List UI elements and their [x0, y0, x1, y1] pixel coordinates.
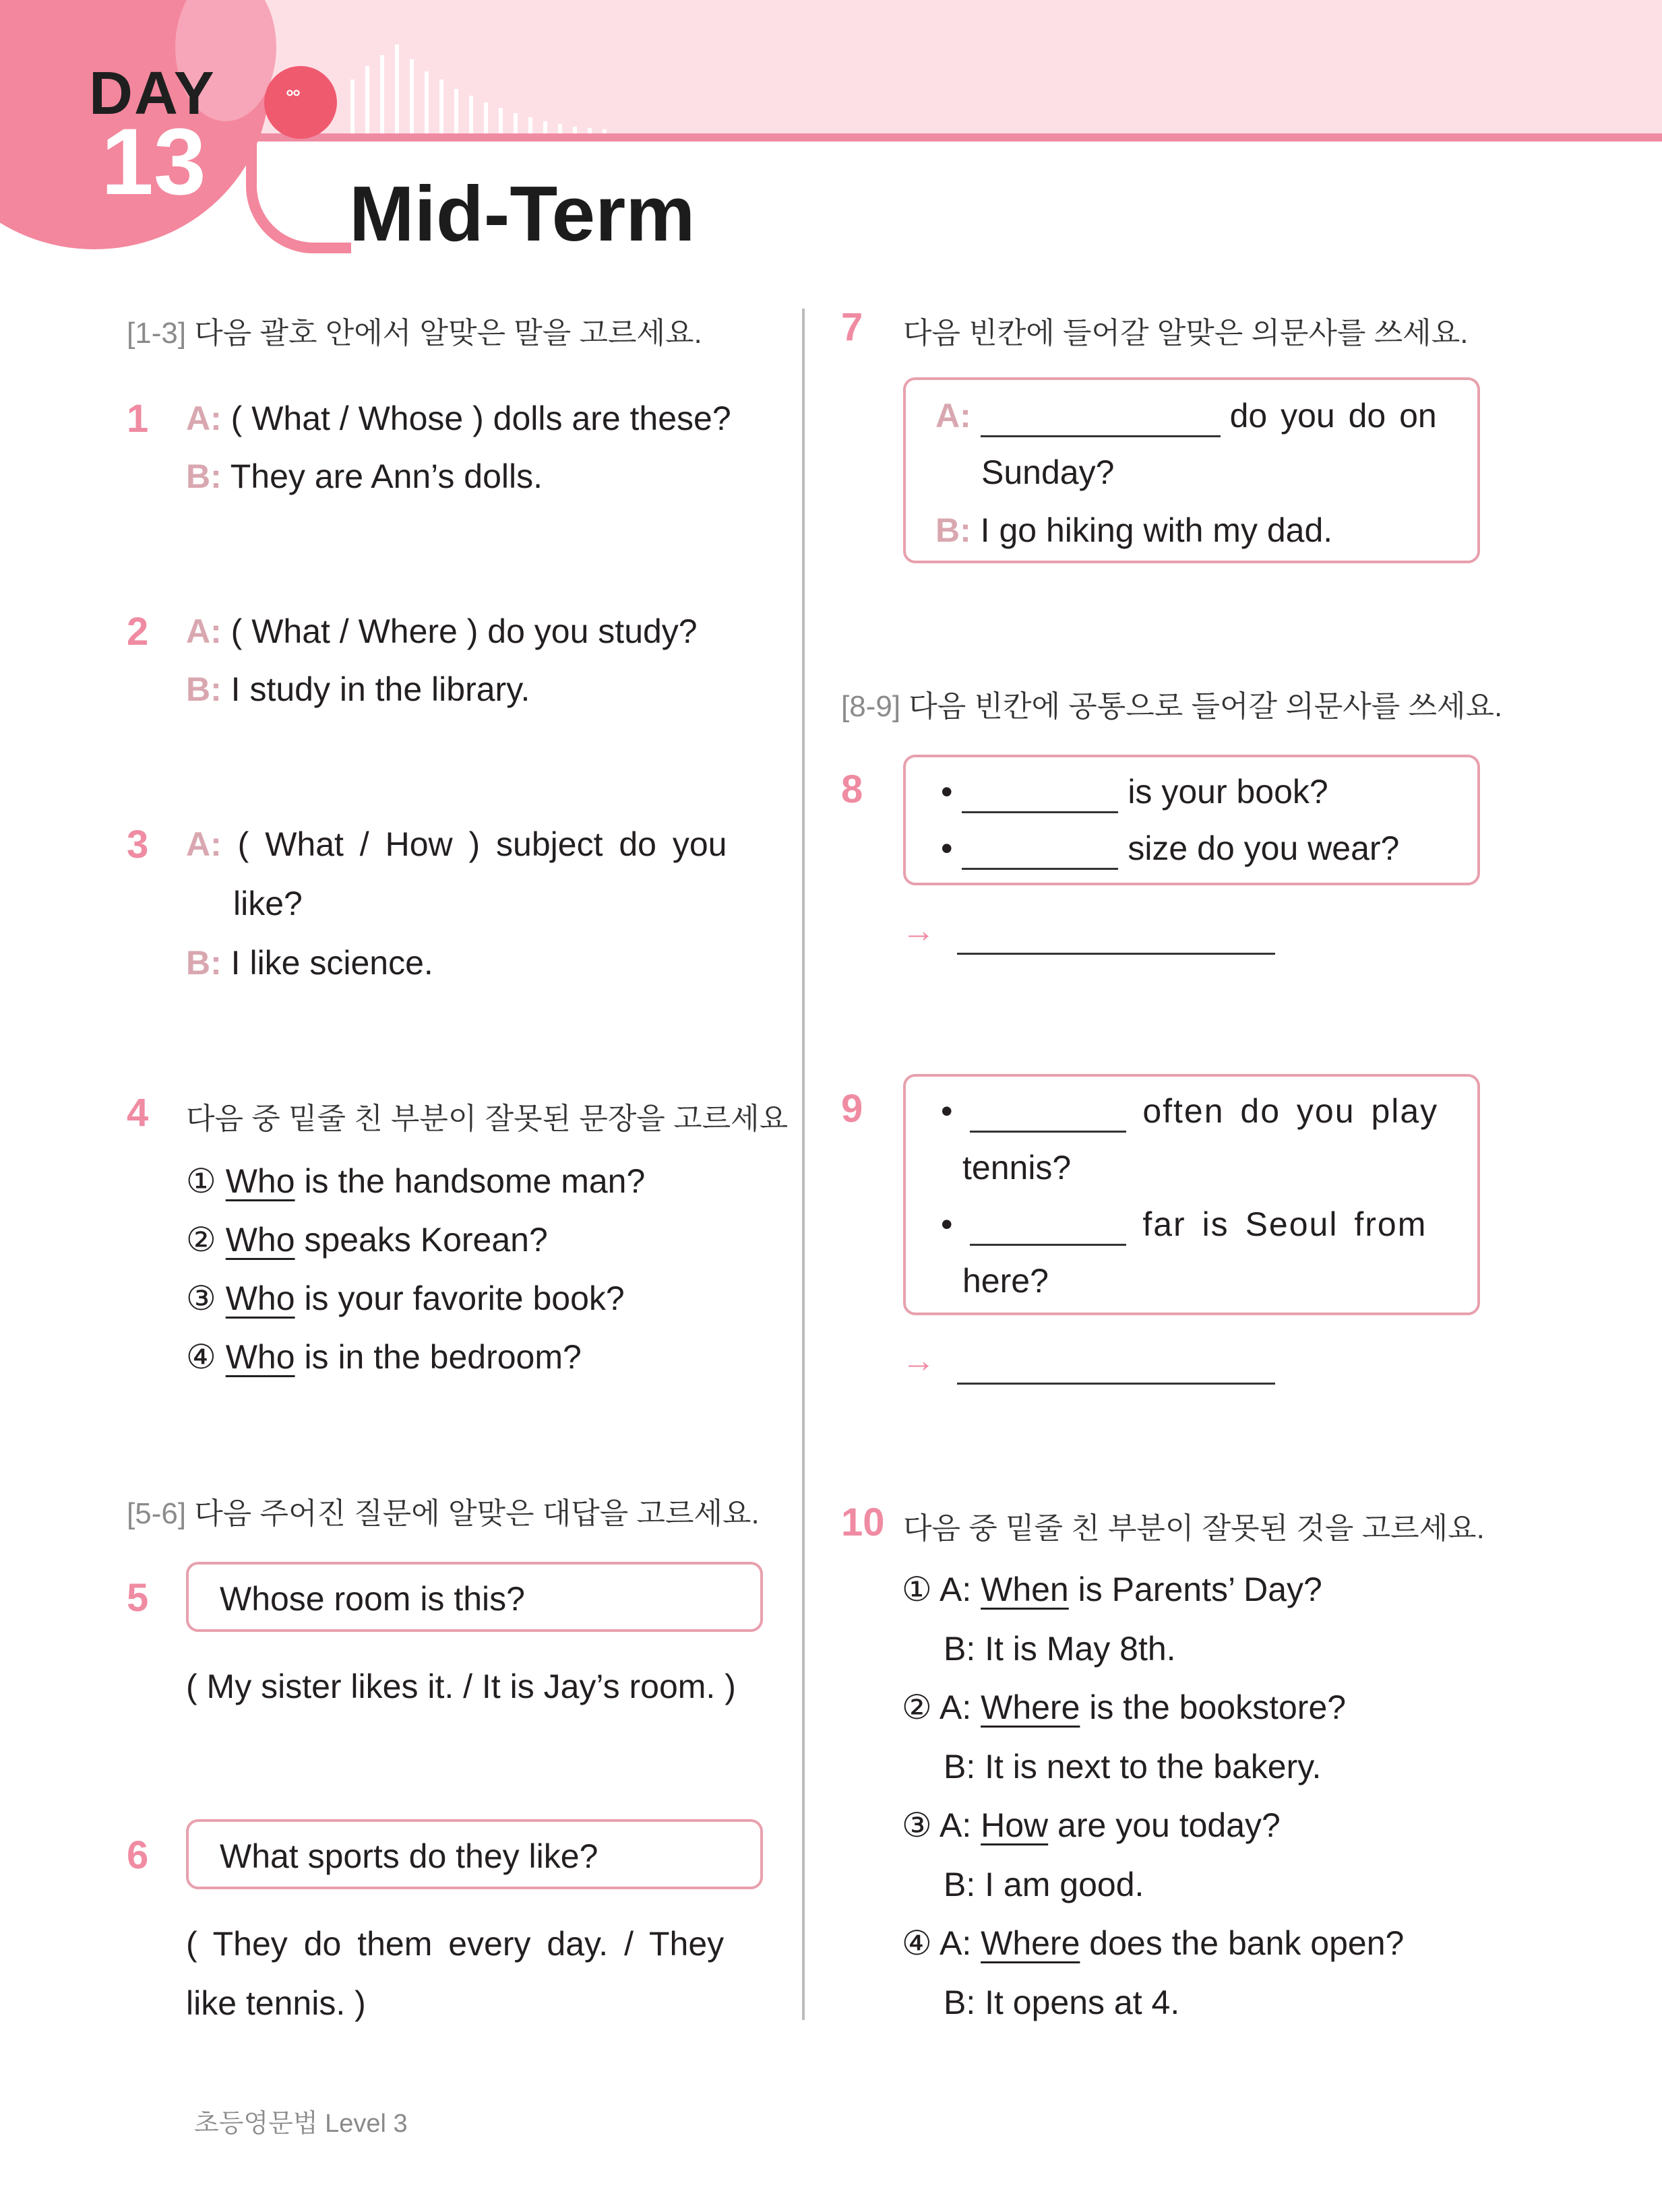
footer-book-title: 초등영문법 Level 3: [194, 2110, 408, 2138]
q1-a-text: ( What / Whose ) dolls are these?: [230, 400, 731, 437]
question-number-6: 6: [127, 1833, 149, 1877]
bullet: •: [941, 773, 953, 811]
section-instruction-5-6: [127, 1489, 760, 1532]
q9-line-2-cont: here?: [962, 1262, 1049, 1300]
q9-line-2-text: far is Seoul from: [1142, 1205, 1427, 1243]
underlined-word: Who: [225, 1162, 295, 1200]
speaker-label: B:: [186, 457, 222, 495]
q6-question: What sports do they like?: [220, 1837, 598, 1875]
q10-option-answer: B: I am good.: [944, 1866, 1144, 1903]
day-label: DAY: [89, 60, 216, 127]
mascot-icon: [264, 66, 337, 139]
q8-line-1-text: is your book?: [1128, 773, 1328, 811]
underlined-word: When: [981, 1571, 1069, 1608]
underlined-word: Who: [225, 1338, 295, 1376]
q4-option: [186, 1162, 645, 1201]
q10-option-answer: B: It opens at 4.: [944, 1984, 1180, 2021]
option-mark: ①: [902, 1571, 932, 1608]
option-text: is Parents’ Day?: [1068, 1571, 1322, 1608]
q10-option-answer: B: It is May 8th.: [944, 1630, 1176, 1668]
speaker-label: A:: [939, 1806, 972, 1844]
arrow-right-icon: →: [902, 1341, 935, 1379]
answer-blank[interactable]: [970, 1205, 1126, 1246]
option-text: is the bookstore?: [1080, 1688, 1347, 1726]
speaker-label: A:: [935, 397, 971, 435]
underlined-word: Where: [981, 1688, 1080, 1726]
q3-line-b: [186, 943, 433, 982]
q6-choices: ( They do them every day. / They: [186, 1925, 725, 1963]
question-number-2: 2: [127, 610, 149, 654]
question-number-4: 4: [127, 1091, 149, 1135]
bullet: •: [941, 1205, 954, 1243]
column-divider: [802, 309, 805, 2020]
q3-a-text: ( What / How ) subject do you: [237, 825, 727, 863]
q10-option: [902, 1570, 1322, 1609]
option-mark: ②: [902, 1688, 932, 1726]
q2-line-b: [186, 670, 530, 709]
q4-option: [186, 1337, 582, 1377]
answer-blank[interactable]: [981, 396, 1221, 437]
question-number-10: 10: [841, 1500, 885, 1544]
sound-bars-decoration: [350, 40, 660, 133]
q7-dialog-box: [903, 377, 1480, 563]
q9-line-1-text: often do you play: [1142, 1092, 1439, 1130]
option-text: are you today?: [1048, 1806, 1281, 1844]
day-number: 13: [101, 108, 206, 214]
underlined-word: Where: [981, 1924, 1080, 1962]
section-range: [1-3]: [127, 317, 187, 350]
speaker-label: A:: [939, 1571, 972, 1608]
option-text: is your favorite book?: [295, 1279, 625, 1317]
speaker-label: A:: [939, 1924, 972, 1962]
option-text: is in the bedroom?: [295, 1338, 582, 1376]
q4-instruction: 다음 중 밑줄 친 부분이 잘못된 문장을 고르세요: [186, 1102, 789, 1135]
answer-blank[interactable]: [962, 829, 1118, 870]
q7-instruction: 다음 빈칸에 들어갈 알맞은 의문사를 쓰세요.: [903, 317, 1469, 350]
option-mark: ②: [186, 1221, 216, 1259]
q5-question: Whose room is this?: [220, 1580, 525, 1618]
answer-blank[interactable]: [962, 772, 1118, 813]
underlined-word: Who: [225, 1221, 295, 1259]
q6-choices-cont: like tennis. ): [186, 1984, 366, 2022]
underlined-word: Who: [225, 1279, 295, 1317]
question-number-7: 7: [841, 305, 863, 349]
option-text: speaks Korean?: [295, 1221, 548, 1259]
q8-line-2: [941, 829, 1399, 870]
q3-b-text: I like science.: [230, 944, 433, 982]
q8-answer-line[interactable]: [957, 953, 1275, 955]
section-instruction-8-9: [841, 682, 1502, 725]
speaker-label: A:: [186, 612, 222, 650]
q4-option: [186, 1220, 548, 1259]
question-number-5: 5: [127, 1576, 149, 1620]
section-text: 다음 괄호 안에서 알맞은 말을 고르세요.: [194, 317, 702, 350]
q10-option-answer: B: It is next to the bakery.: [944, 1748, 1322, 1786]
section-text: 다음 주어진 질문에 알맞은 대답을 고르세요.: [194, 1497, 760, 1530]
header-rule: [243, 133, 1662, 141]
underlined-word: How: [981, 1806, 1049, 1844]
q6-question-box: [186, 1819, 763, 1889]
q7-a-text: do you do on: [1229, 397, 1437, 435]
option-text: is the handsome man?: [295, 1162, 646, 1200]
section-range: [5-6]: [127, 1497, 187, 1530]
q9-line-1: [941, 1092, 1438, 1133]
option-mark: ③: [186, 1279, 216, 1317]
speaker-label: B:: [186, 670, 222, 708]
mascot-eyes-icon: °°: [286, 86, 299, 108]
q7-line-a: [935, 396, 1437, 437]
q2-line-a: [186, 612, 698, 651]
q8-sentence-box: [903, 755, 1480, 885]
q5-choices: ( My sister likes it. / It is Jay’s room. ): [186, 1668, 736, 1705]
bullet: •: [941, 1092, 954, 1130]
option-mark: ④: [902, 1924, 932, 1962]
speaker-label: A:: [186, 825, 222, 863]
q9-line-2: [941, 1205, 1427, 1246]
q7-line-b: [935, 511, 1332, 550]
question-number-1: 1: [127, 397, 149, 441]
question-number-8: 8: [841, 767, 863, 811]
section-text: 다음 빈칸에 공통으로 들어갈 의문사를 쓰세요.: [909, 690, 1503, 723]
decorative-hook: [246, 128, 351, 253]
q4-option: [186, 1279, 625, 1318]
q2-b-text: I study in the library.: [230, 670, 530, 708]
section-instruction-1-3: [127, 309, 702, 352]
option-mark: ④: [186, 1338, 216, 1376]
q7-a-text-cont: Sunday?: [981, 453, 1115, 491]
q2-a-text: ( What / Where ) do you study?: [230, 612, 698, 650]
option-mark: ①: [186, 1162, 216, 1200]
option-mark: ③: [902, 1806, 932, 1844]
page-title: Mid-Term: [349, 170, 696, 257]
q1-line-b: [186, 457, 543, 496]
q9-line-1-cont: tennis?: [962, 1149, 1072, 1187]
q9-sentence-box: [903, 1074, 1480, 1315]
answer-blank[interactable]: [970, 1092, 1126, 1133]
speaker-label: A:: [186, 400, 222, 437]
speaker-label: B:: [935, 511, 971, 549]
option-text: does the bank open?: [1080, 1924, 1405, 1962]
question-number-3: 3: [127, 823, 149, 866]
q10-option: [902, 1688, 1346, 1727]
q8-line-1: [941, 772, 1328, 813]
q8-line-2-text: size do you wear?: [1128, 829, 1400, 867]
question-number-9: 9: [841, 1087, 863, 1131]
q3-a-text-cont: like?: [233, 885, 303, 922]
q5-question-box: [186, 1562, 763, 1632]
q9-answer-line[interactable]: [957, 1383, 1275, 1385]
q7-b-text: I go hiking with my dad.: [980, 511, 1333, 549]
q3-line-a: [186, 825, 727, 864]
bullet: •: [941, 829, 953, 867]
arrow-right-icon: →: [902, 912, 935, 949]
q1-b-text: They are Ann’s dolls.: [230, 457, 543, 495]
q10-instruction: 다음 중 밑줄 친 부분이 잘못된 것을 고르세요.: [903, 1512, 1485, 1545]
speaker-label: B:: [186, 944, 222, 982]
q10-option: [902, 1806, 1281, 1845]
q10-option: [902, 1924, 1404, 1963]
section-range: [8-9]: [841, 690, 901, 723]
q1-line-a: [186, 399, 731, 438]
speaker-label: A:: [939, 1688, 972, 1726]
